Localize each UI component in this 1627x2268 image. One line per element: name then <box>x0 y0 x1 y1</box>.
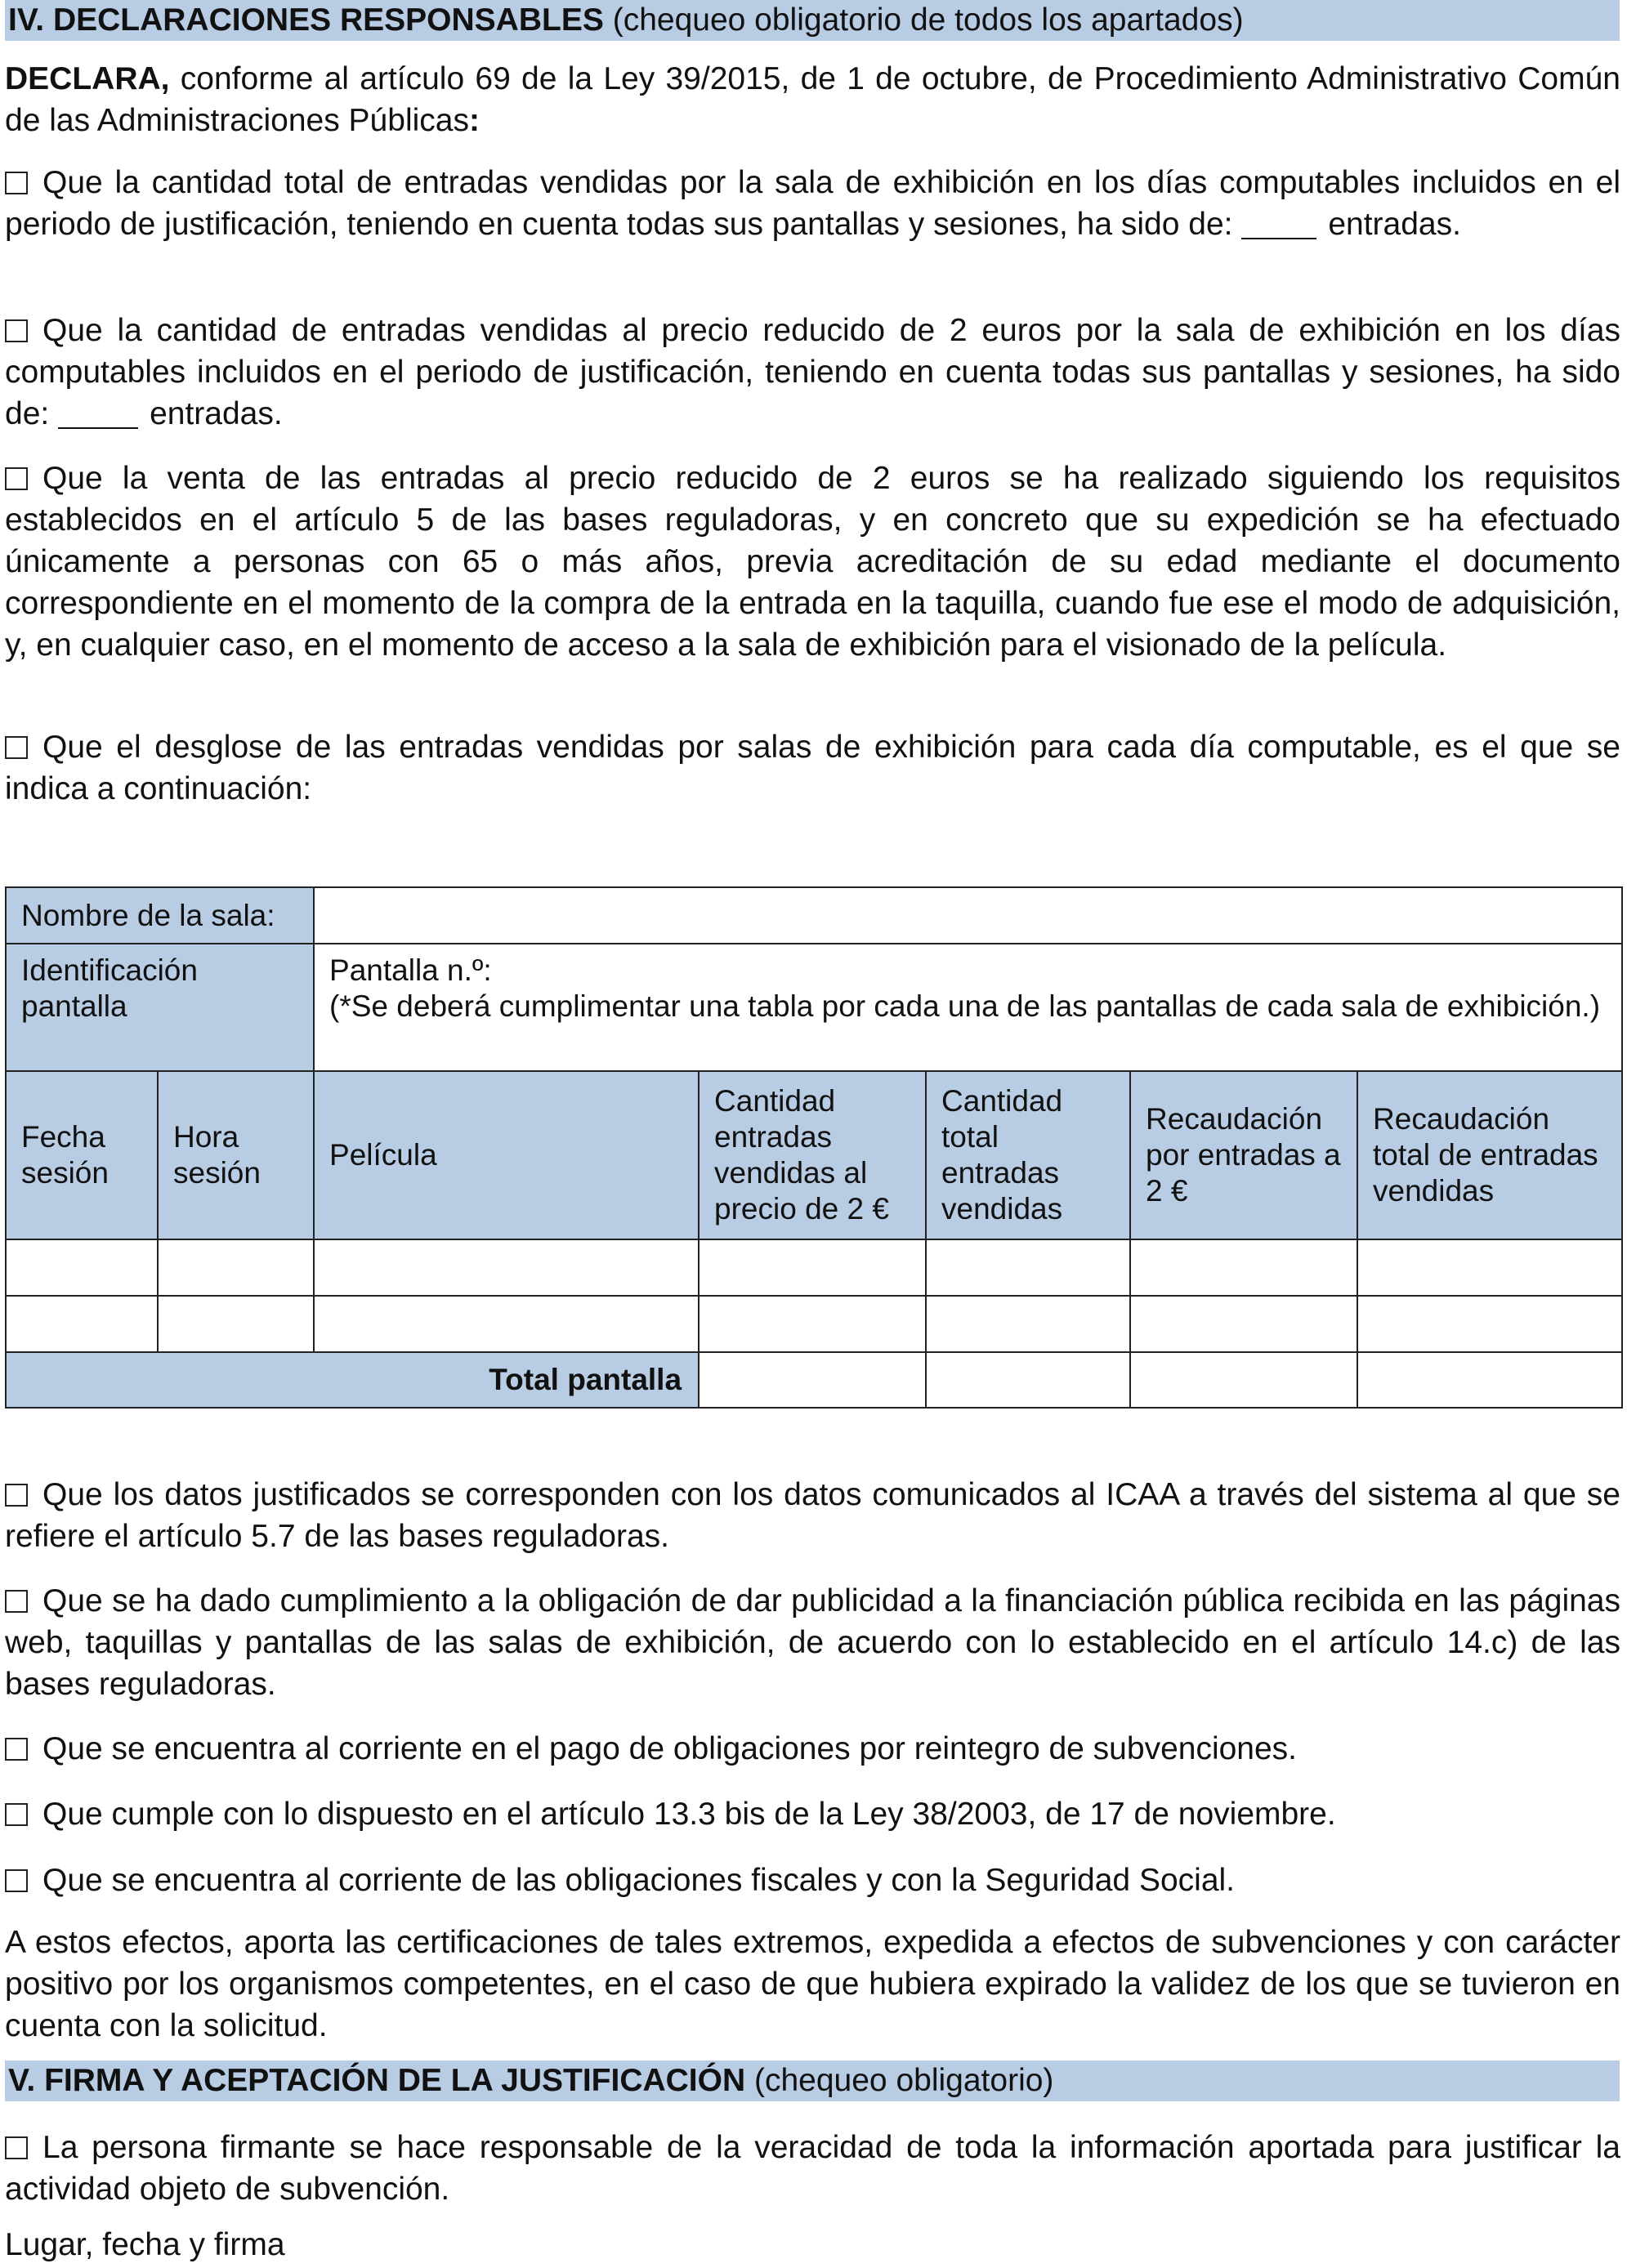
table-total-row <box>6 1352 1622 1408</box>
declaration-entradas-reducidas-text: Que la cantidad de entradas vendidas al precio reducido de 2 euros por la sala de exhibición en los días computables incluidos en el periodo de justificación, teniendo en cuenta todas sus pantallas y sesiones, ha sido de: <box>5 313 1620 431</box>
table-cell[interactable] <box>158 1296 314 1352</box>
declaration-reintegro <box>5 1728 1620 1770</box>
total-pantalla-label: Total pantalla <box>6 1352 699 1408</box>
table-cell[interactable] <box>699 1239 926 1296</box>
declara-paragraph <box>5 58 1620 141</box>
table-row <box>6 1239 1622 1296</box>
nombre-sala-label: Nombre de la sala: <box>6 887 314 944</box>
section-4-subtitle: (chequeo obligatorio de todos los apartados) <box>612 2 1244 38</box>
table-cell[interactable] <box>926 1296 1130 1352</box>
declaration-firmante-text: La persona firmante se hace responsable de la veracidad de toda la información aportada para justificar la actividad objeto de subvención. <box>5 2130 1620 2207</box>
declaration-datos-icaa-text: Que los datos justificados se corresponden con los datos comunicados al ICAA a través del sistema al que se refiere el artículo 5.7 de las bases reguladoras. <box>5 1477 1620 1554</box>
declaration-fiscales <box>5 1859 1620 1901</box>
table-cell[interactable] <box>926 1239 1130 1296</box>
section-5-header <box>5 2060 1620 2101</box>
column-header-cantidad-total: Cantidad total entradas vendidas <box>926 1071 1130 1239</box>
desglose-table <box>5 886 1623 1409</box>
column-header-hora: Hora sesión <box>158 1071 314 1239</box>
checkbox-total-entradas[interactable] <box>5 172 28 194</box>
table-cell[interactable] <box>158 1239 314 1296</box>
entradas-reducidas-blank[interactable] <box>58 403 138 429</box>
checkbox-datos-icaa[interactable] <box>5 1484 28 1507</box>
checkbox-reintegro[interactable] <box>5 1738 28 1761</box>
table-row <box>6 1296 1622 1352</box>
declaration-publicidad-text: Que se ha dado cumplimiento a la obligación de dar publicidad a la financiación pública recibida en las páginas web, taquillas y pantallas de las salas de exhibición, de acuerdo con lo establecido en el artículo 14.c) de las bases reguladoras. <box>5 1583 1620 1702</box>
declaration-desglose-text: Que el desglose de las entradas vendidas por salas de exhibición para cada día computable, es el que se indica a continuación: <box>5 730 1620 806</box>
declaration-total-entradas-text: Que la cantidad total de entradas vendidas por la sala de exhibición en los días computables incluidos en el periodo de justificación, teniendo en cuenta todas sus pantallas y sesiones, ha sido de: <box>5 165 1620 242</box>
column-header-fecha: Fecha sesión <box>6 1071 158 1239</box>
checkbox-fiscales[interactable] <box>5 1869 28 1892</box>
checkbox-art13[interactable] <box>5 1803 28 1826</box>
declaration-desglose <box>5 726 1620 810</box>
declaration-publicidad <box>5 1580 1620 1705</box>
section-4-title: IV. DECLARACIONES RESPONSABLES <box>8 2 604 38</box>
total-cantidad-2[interactable] <box>699 1352 926 1408</box>
total-cantidad-total[interactable] <box>926 1352 1130 1408</box>
total-recaudacion-total[interactable] <box>1357 1352 1622 1408</box>
identificacion-pantalla-label: Identificación pantalla <box>6 944 314 1071</box>
pantalla-note: (*Se deberá cumplimentar una tabla por cada una de las pantallas de cada sala de exhibición.) <box>329 989 1601 1023</box>
total-entradas-blank[interactable] <box>1241 213 1316 239</box>
declaration-requisitos <box>5 458 1620 666</box>
pantalla-cell[interactable] <box>314 944 1622 1071</box>
table-header-row <box>6 1071 1622 1239</box>
section-5-title: V. FIRMA Y ACEPTACIÓN DE LA JUSTIFICACIÓN <box>8 2063 746 2098</box>
total-recaudacion-2[interactable] <box>1130 1352 1357 1408</box>
declaration-art13 <box>5 1793 1620 1835</box>
declara-keyword: DECLARA, <box>5 61 170 96</box>
table-cell[interactable] <box>6 1296 158 1352</box>
checkbox-publicidad[interactable] <box>5 1590 28 1613</box>
column-header-cantidad-2: Cantidad entradas vendidas al precio de 2 € <box>699 1071 926 1239</box>
checkbox-firmante[interactable] <box>5 2136 28 2159</box>
total-entradas-unit: entradas. <box>1328 207 1461 242</box>
nombre-sala-input[interactable] <box>314 887 1622 944</box>
declaration-entradas-reducidas <box>5 310 1620 435</box>
table-cell[interactable] <box>1130 1296 1357 1352</box>
checkbox-requisitos[interactable] <box>5 467 28 490</box>
declara-text: conforme al artículo 69 de la Ley 39/2015, de 1 de octubre, de Procedimiento Administrativo Común de las Administraciones Públicas <box>5 61 1620 138</box>
table-row-sala <box>6 887 1622 944</box>
declara-colon: : <box>468 103 480 138</box>
checkbox-entradas-reducidas[interactable] <box>5 319 28 342</box>
table-cell[interactable] <box>314 1296 699 1352</box>
declaration-firmante <box>5 2127 1620 2210</box>
column-header-recaudacion-2: Recaudación por entradas a 2 € <box>1130 1071 1357 1239</box>
declaration-reintegro-text: Que se encuentra al corriente en el pago de obligaciones por reintegro de subvenciones. <box>42 1731 1298 1766</box>
column-header-pelicula: Película <box>314 1071 699 1239</box>
table-cell[interactable] <box>699 1296 926 1352</box>
efectos-paragraph: A estos efectos, aporta las certificaciones de tales extremos, expedida a efectos de subvenciones y con carácter positivo por los organismos competentes, en el caso de que hubiera expirado la validez de los que se tuvieron en cuenta con la solicitud. <box>5 1925 1620 2043</box>
section-5-subtitle: (chequeo obligatorio) <box>754 2063 1054 2098</box>
table-cell[interactable] <box>6 1239 158 1296</box>
declaration-total-entradas <box>5 162 1620 245</box>
declaration-datos-icaa <box>5 1474 1620 1557</box>
entradas-reducidas-unit: entradas. <box>150 396 283 431</box>
table-row-pantalla <box>6 944 1622 1071</box>
pantalla-label: Pantalla n.º: <box>329 953 492 987</box>
declaration-fiscales-text: Que se encuentra al corriente de las obligaciones fiscales y con la Seguridad Social. <box>42 1863 1236 1898</box>
declaration-requisitos-text: Que la venta de las entradas al precio reducido de 2 euros se ha realizado siguiendo los requisitos establecidos en el artículo 5 de las bases reguladoras, y en concreto que su expedición se ha efectuado únicamente a personas con 65 o más años, previa acreditación de su edad mediante el documento correspondiente en el momento de la compra de la entrada en la taquilla, cuando fue ese el modo de adquisición, y, en cualquier caso, en el momento de acceso a la sala de exhibición para el visionado de la película. <box>5 461 1620 663</box>
column-header-recaudacion-total: Recaudación total de entradas vendidas <box>1357 1071 1622 1239</box>
table-cell[interactable] <box>314 1239 699 1296</box>
checkbox-desglose[interactable] <box>5 736 28 759</box>
declaration-art13-text: Que cumple con lo dispuesto en el artículo 13.3 bis de la Ley 38/2003, de 17 de noviembre. <box>42 1797 1336 1832</box>
table-cell[interactable] <box>1130 1239 1357 1296</box>
section-4-header <box>5 0 1620 41</box>
lugar-fecha-firma: Lugar, fecha y firma <box>5 2227 285 2262</box>
table-cell[interactable] <box>1357 1296 1622 1352</box>
table-cell[interactable] <box>1357 1239 1622 1296</box>
